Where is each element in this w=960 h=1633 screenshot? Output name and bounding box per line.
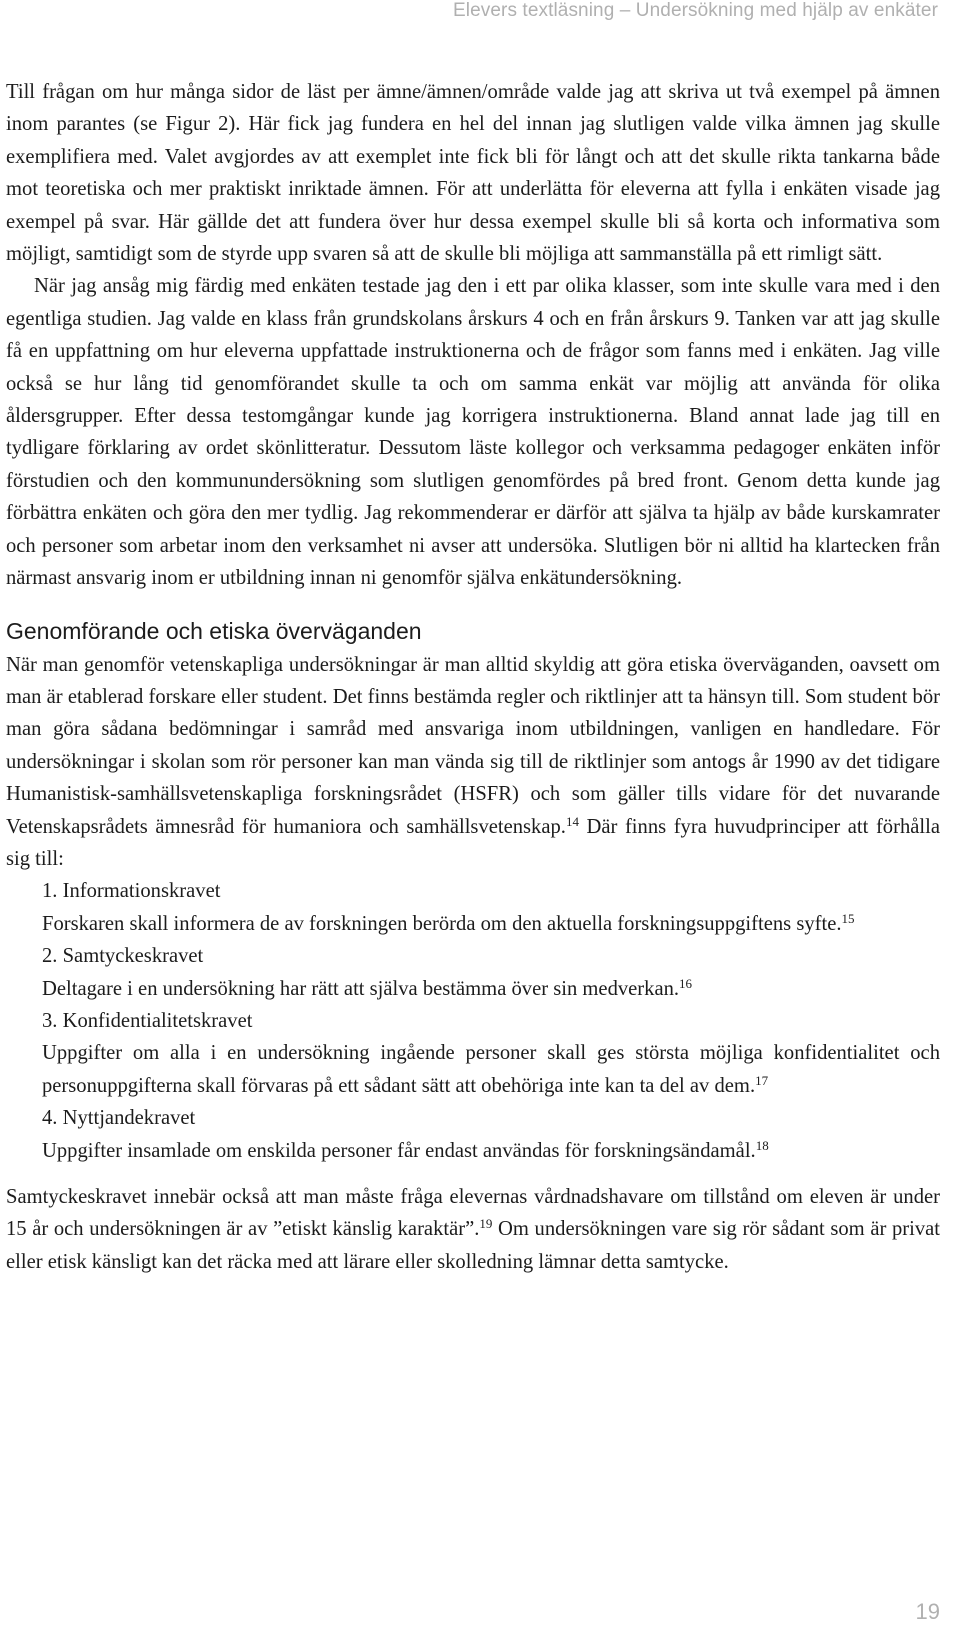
running-header: Elevers textläsning – Undersökning med hjälp av enkäter — [453, 0, 938, 21]
principle-title: 4. Nyttjandekravet — [42, 1107, 196, 1130]
paragraph-consent — [6, 1181, 940, 1278]
principle-text — [42, 1037, 940, 1102]
principle-body: Deltagare i en undersökning har rätt att själva bestämma över sin medverkan. — [42, 977, 680, 1000]
ethics-intro-text: När man genomför vetenskapliga undersökningar är man alltid skyldig att göra etiska överväganden, oavsett om man är etablerad forskare eller student. Det finns bestämda regler och riktlinjer att ta hänsyn till. Som student bör man göra sådana bedömningar i samråd med ansvariga inom utbildningen, vanligen en handledare. För undersökningar i skolan som rör personer kan man vända sig till de riktlinjer som antogs år 1990 av det tidigare Humanistisk-samhällsvetenskapliga forskningsrådet (HSFR) och som gäller tills vidare för det nuvarande Vetenskapsrådets ämnesråd för humaniora och samhällsvetenskap. — [6, 653, 940, 838]
consent-tail: Om undersökningen vare sig rör sådant som är privat eller etisk känsligt kan det räcka med att lärare eller skolledning lämnar detta samtycke. — [6, 1218, 941, 1273]
principle-body: Forskaren skall informera de av forskningen berörda om den aktuella forskningsuppgiftens syfte. — [42, 912, 842, 935]
principles-list — [6, 875, 940, 1167]
principle-item — [42, 875, 940, 940]
footnote-ref-18: 18 — [755, 1137, 769, 1153]
footnote-ref-19: 19 — [479, 1216, 493, 1232]
page-number: 19 — [915, 1599, 940, 1624]
principle-item — [42, 1005, 940, 1102]
footnote-ref-17: 17 — [755, 1072, 769, 1088]
principle-title: 1. Informationskravet — [42, 880, 221, 903]
consent-text: Samtyckeskravet innebär också att man måste fråga elevernas vårdnadshavare om tillstånd om eleven är under 15 år och undersökningen är av ”etiskt känslig karaktär”. — [6, 1186, 940, 1241]
paragraph-ethics-intro — [6, 649, 940, 876]
footnote-ref-15: 15 — [841, 910, 855, 926]
principle-item — [42, 940, 940, 1005]
principle-item — [42, 1102, 940, 1167]
principle-body: Uppgifter insamlade om enskilda personer får endast användas för forskningsändamål. — [42, 1139, 756, 1162]
section-heading: Genomförande och etiska överväganden — [6, 617, 422, 644]
principle-text — [42, 973, 940, 1005]
principle-body: Uppgifter om alla i en undersökning ingående personer skall ges största möjliga konfidentialitet och personuppgifterna skall förvaras på ett sådant sätt att obehöriga inte kan ta del av dem. — [42, 1042, 940, 1097]
paragraph-pilot-testing: När jag ansåg mig färdig med enkäten testade jag den i ett par olika klasser, som inte skulle vara med i den egentliga studien. Jag valde en klass från grundskolans årskurs 4 och en från årskurs 9. Tanken var att jag skulle få en uppfattning om hur eleverna uppfattade instruktionerna och de frågor som fanns med i enkäten. Jag ville också se hur lång tid genomförandet skulle ta och om samma enkät var möjlig att använda för olika åldersgrupper. Efter dessa testomgångar kunde jag korrigera instruktionerna. Bland annat lade jag till en tydligare förklaring av ordet skönlitteratur. Dessutom läste kollegor och verksamma pedagoger enkäten inför förstudien och den kommunundersökning som slutligen genomfördes på bred front. Genom detta kunde jag förbättra enkäten och göra den mer tydlig. Jag rekommenderar er därför att själva ta hjälp av både kurskamrater och personer som arbetar inom den verksamhet ni avser att undersöka. Slutligen bör ni alltid ha klartecken från närmast ansvarig inom er utbildning innan ni genomför själva enkätundersökning. — [6, 275, 940, 590]
principle-title: 3. Konfidentialitetskravet — [42, 1009, 253, 1032]
document-body — [6, 76, 940, 1278]
footnote-ref-16: 16 — [679, 975, 693, 991]
paragraph-questionnaire-examples: Till frågan om hur många sidor de läst per ämne/ämnen/område valde jag att skriva ut två exempel på ämnen inom parantes (se Figur 2). Här fick jag fundera en hel del innan jag slutligen valde vilka ämnen jag skulle exemplifiera med. Valet avgjordes av att exemplet inte fick bli för långt och att det skulle rikta tankarna både mot teoretiska och mer praktiskt inriktade ämnen. För att underlätta för eleverna att fylla i enkäten visade jag exempel på svar. Här gällde det att fundera över hur dessa exempel skulle bli så korta och informativa som möjligt, samtidigt som de styrde upp svaren så att de skulle bli möjliga att sammanställa på ett rimligt sätt. — [6, 81, 940, 266]
principle-text — [42, 908, 940, 940]
ethics-intro-tail: Där finns fyra huvudprinciper att förhålla sig till: — [6, 815, 940, 870]
paragraph-gap — [6, 1167, 940, 1181]
footnote-ref-14: 14 — [565, 813, 579, 829]
principle-text — [42, 1135, 940, 1167]
principle-title: 2. Samtyckeskravet — [42, 945, 204, 968]
